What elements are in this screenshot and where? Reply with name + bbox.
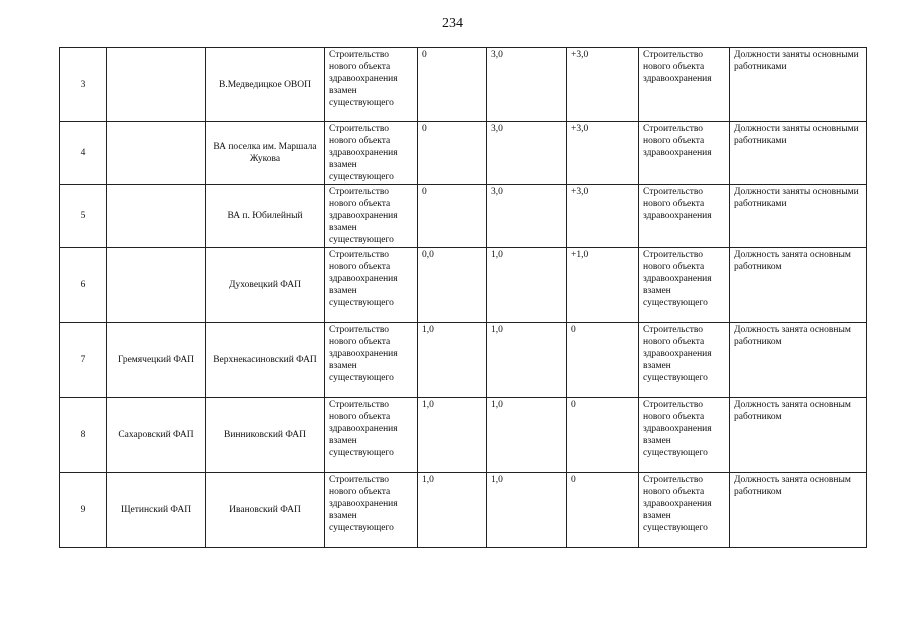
organization-cell xyxy=(107,48,206,122)
facility-cell: В.Медведицкое ОВОП xyxy=(206,48,325,122)
difference-cell: 0 xyxy=(567,398,639,473)
action-cell: Строительство нового объекта здравоохранения взамен существующего xyxy=(325,185,418,248)
table-row xyxy=(60,398,867,473)
value-before-cell: 0 xyxy=(418,122,487,185)
value-before-cell: 1,0 xyxy=(418,323,487,398)
table-row xyxy=(60,122,867,185)
difference-cell: 0 xyxy=(567,323,639,398)
value-before-cell: 1,0 xyxy=(418,473,487,548)
facility-cell: Ивановский ФАП xyxy=(206,473,325,548)
facility-cell: ВА поселка им. Маршала Жукова xyxy=(206,122,325,185)
staff-cell: Должности заняты основными работниками xyxy=(730,48,867,122)
facilities-table xyxy=(59,47,867,548)
facility-cell: ВА п. Юбилейный xyxy=(206,185,325,248)
organization-cell: Сахаровский ФАП xyxy=(107,398,206,473)
difference-cell: +3,0 xyxy=(567,48,639,122)
value-after-cell: 3,0 xyxy=(487,122,567,185)
difference-cell: +3,0 xyxy=(567,185,639,248)
action-cell: Строительство нового объекта здравоохранения взамен существующего xyxy=(325,248,418,323)
row-number: 3 xyxy=(60,48,107,122)
row-number: 5 xyxy=(60,185,107,248)
facility-cell: Верхнекасиновский ФАП xyxy=(206,323,325,398)
row-number: 4 xyxy=(60,122,107,185)
value-after-cell: 1,0 xyxy=(487,248,567,323)
result-cell: Строительство нового объекта здравоохранения xyxy=(639,48,730,122)
action-cell: Строительство нового объекта здравоохранения взамен существующего xyxy=(325,473,418,548)
row-number: 7 xyxy=(60,323,107,398)
row-number: 9 xyxy=(60,473,107,548)
organization-cell: Щетинский ФАП xyxy=(107,473,206,548)
value-before-cell: 0 xyxy=(418,48,487,122)
table-row xyxy=(60,48,867,122)
row-number: 6 xyxy=(60,248,107,323)
value-after-cell: 1,0 xyxy=(487,323,567,398)
table-row xyxy=(60,248,867,323)
action-cell: Строительство нового объекта здравоохранения взамен существующего xyxy=(325,48,418,122)
table-row xyxy=(60,323,867,398)
result-cell: Строительство нового объекта здравоохранения взамен существующего xyxy=(639,323,730,398)
value-before-cell: 0,0 xyxy=(418,248,487,323)
organization-cell xyxy=(107,185,206,248)
staff-cell: Должность занята основным работником xyxy=(730,323,867,398)
value-after-cell: 3,0 xyxy=(487,185,567,248)
table-row xyxy=(60,473,867,548)
value-before-cell: 0 xyxy=(418,185,487,248)
value-before-cell: 1,0 xyxy=(418,398,487,473)
organization-cell xyxy=(107,248,206,323)
value-after-cell: 1,0 xyxy=(487,398,567,473)
result-cell: Строительство нового объекта здравоохранения xyxy=(639,122,730,185)
facility-cell: Духовецкий ФАП xyxy=(206,248,325,323)
result-cell: Строительство нового объекта здравоохранения взамен существующего xyxy=(639,398,730,473)
row-number: 8 xyxy=(60,398,107,473)
value-after-cell: 3,0 xyxy=(487,48,567,122)
result-cell: Строительство нового объекта здравоохранения xyxy=(639,185,730,248)
value-after-cell: 1,0 xyxy=(487,473,567,548)
difference-cell: 0 xyxy=(567,473,639,548)
result-cell: Строительство нового объекта здравоохранения взамен существующего xyxy=(639,473,730,548)
staff-cell: Должности заняты основными работниками xyxy=(730,122,867,185)
staff-cell: Должность занята основным работником xyxy=(730,473,867,548)
difference-cell: +3,0 xyxy=(567,122,639,185)
result-cell: Строительство нового объекта здравоохранения взамен существующего xyxy=(639,248,730,323)
staff-cell: Должность занята основным работником xyxy=(730,398,867,473)
action-cell: Строительство нового объекта здравоохранения взамен существующего xyxy=(325,398,418,473)
staff-cell: Должности заняты основными работниками xyxy=(730,185,867,248)
action-cell: Строительство нового объекта здравоохранения взамен существующего xyxy=(325,323,418,398)
staff-cell: Должность занята основным работником xyxy=(730,248,867,323)
facility-cell: Винниковский ФАП xyxy=(206,398,325,473)
page-number: 234 xyxy=(442,16,463,31)
action-cell: Строительство нового объекта здравоохранения взамен существующего xyxy=(325,122,418,185)
organization-cell: Гремячецкий ФАП xyxy=(107,323,206,398)
difference-cell: +1,0 xyxy=(567,248,639,323)
table-row xyxy=(60,185,867,248)
organization-cell xyxy=(107,122,206,185)
